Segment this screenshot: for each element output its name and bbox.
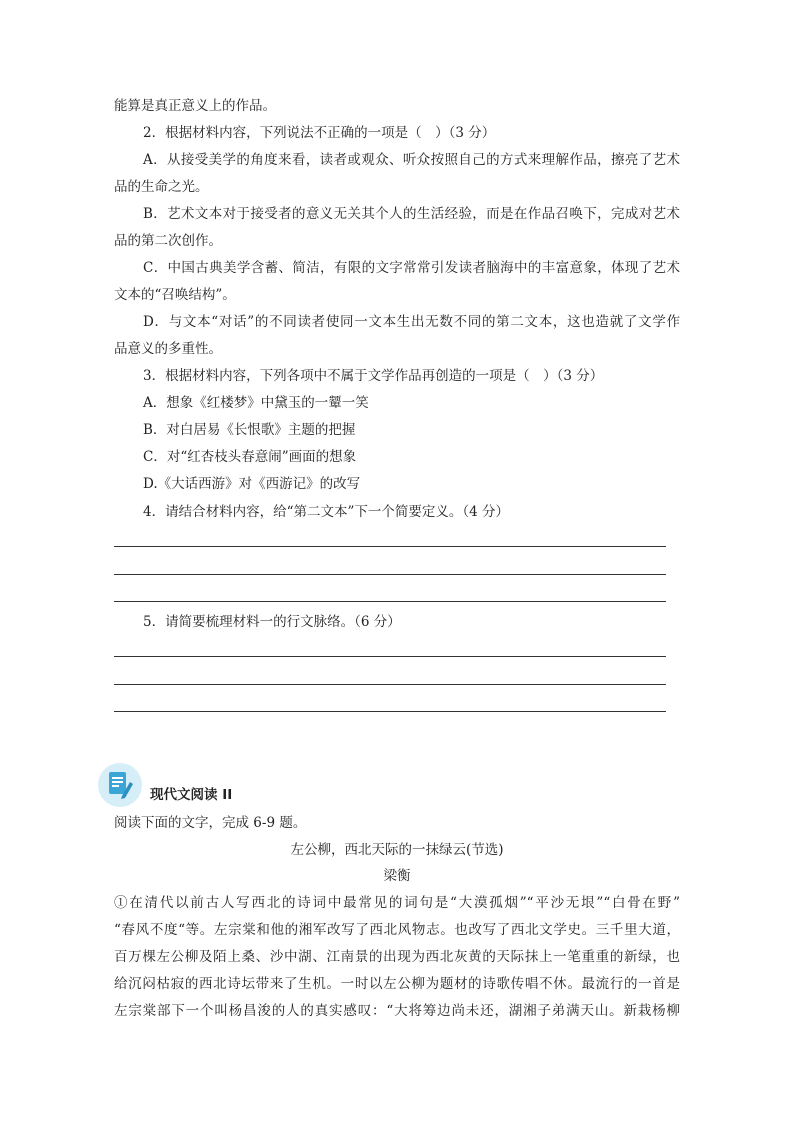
- question-2-option-d-cont: 品意义的多重性。: [114, 341, 222, 357]
- question-2-option-a: A．从接受美学的角度来看，读者或观众、听众按照自己的方式来理解作品，擦亮了艺术: [143, 152, 680, 168]
- question-2-option-d: D．与文本“对话”的不同读者使同一文本生出无数不同的第二文本，这也造就了文学作: [143, 314, 680, 330]
- paragraph-line: 左宗棠部下一个叫杨昌浚的人的真实感叹：“大将筹边尚未还，湖湘子弟满天山。新栽杨柳: [114, 1003, 680, 1019]
- answer-line[interactable]: [114, 656, 666, 657]
- text-line: 能算是真正意义上的作品。: [114, 98, 276, 114]
- question-2-option-b-cont: 品的第二次创作。: [114, 233, 222, 249]
- question-3-option-a: A．想象《红楼梦》中黛玉的一颦一笑: [143, 395, 369, 411]
- paragraph-line: 百万棵左公柳及陌上桑、沙中湖、江南景的出现为西北灰黄的天际抹上一笔重重的新绿，也: [114, 949, 680, 965]
- instruction-text: 阅读下面的文字，完成 6-9 题。: [114, 815, 307, 831]
- answer-line[interactable]: [114, 684, 666, 685]
- paragraph-line: 给沉闷枯寂的西北诗坛带来了生机。一时以左公柳为题材的诗歌传唱不休。最流行的一首是: [114, 976, 680, 992]
- question-3-option-c: C．对“红杏枝头春意闹”画面的想象: [143, 449, 357, 465]
- article-author: 梁衡: [383, 868, 411, 884]
- answer-line[interactable]: [114, 711, 666, 712]
- question-3-option-d: D.《大话西游》对《西游记》的改写: [143, 476, 361, 492]
- question-2-option-b: B．艺术文本对于接受者的意义无关其个人的生活经验，而是在作品召唤下，完成对艺术: [143, 206, 680, 222]
- answer-line[interactable]: [114, 574, 666, 575]
- question-5: 5．请简要梳理材料一的行文脉络。（6 分）: [143, 614, 401, 630]
- question-4: 4．请结合材料内容，给“第二文本”下一个简要定义。（4 分）: [143, 504, 510, 520]
- paragraph-line: ①在清代以前古人写西北的诗词中最常见的词句是“大漠孤烟”“平沙无垠”“白骨在野”: [114, 895, 680, 911]
- notebook-pen-icon: [98, 763, 142, 807]
- section-title: 现代文阅读 II: [150, 787, 233, 803]
- question-2-option-a-cont: 品的生命之光。: [114, 179, 209, 195]
- question-3: 3．根据材料内容，下列各项中不属于文学作品再创造的一项是（ ）（3 分）: [143, 368, 604, 384]
- answer-line[interactable]: [114, 546, 666, 547]
- answer-line[interactable]: [114, 601, 666, 602]
- question-2-option-c: C．中国古典美学含蓄、简洁，有限的文字常常引发读者脑海中的丰富意象，体现了艺术: [143, 260, 680, 276]
- paragraph-line: “春风不度“等。左宗棠和他的湘军改写了西北风物志。也改写了西北文学史。三千里大道，: [114, 922, 680, 938]
- question-2-option-c-cont: 文本的“召唤结构”。: [114, 287, 236, 303]
- question-3-option-b: B．对白居易《长恨歌》主题的把握: [143, 422, 356, 438]
- article-title: 左公柳，西北天际的一抹绿云(节选): [290, 842, 504, 858]
- question-2: 2．根据材料内容，下列说法不正确的一项是（ ）（3 分）: [143, 125, 496, 141]
